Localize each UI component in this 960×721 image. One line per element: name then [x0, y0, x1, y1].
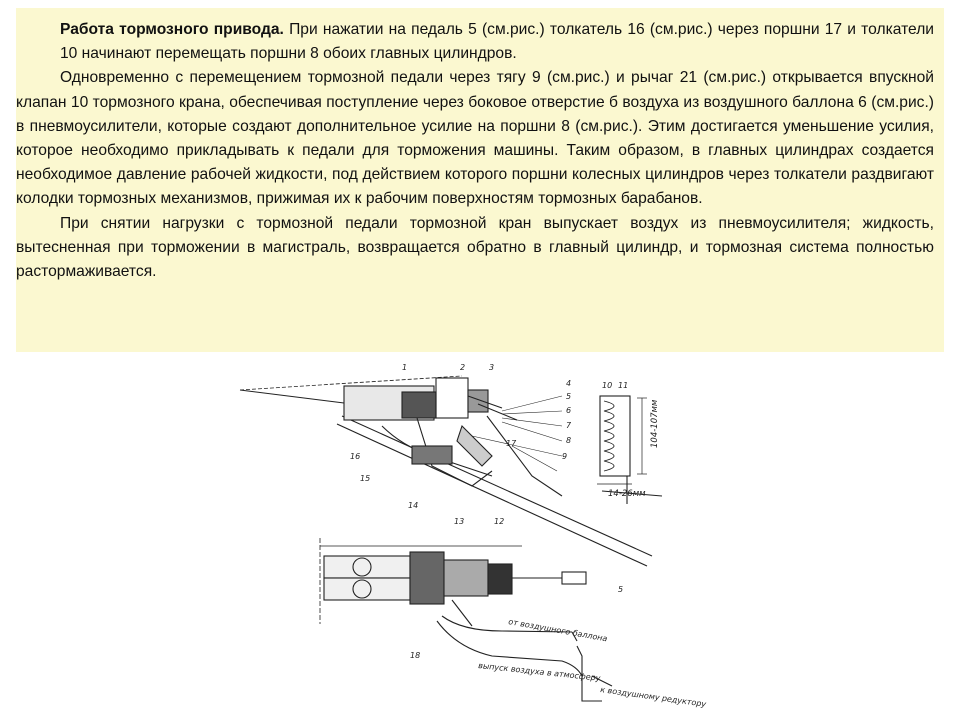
- label-4: 4: [566, 379, 572, 388]
- label-1: 1: [402, 363, 408, 372]
- label-6: 6: [566, 406, 572, 415]
- text-panel: [16, 8, 944, 352]
- paragraph-2: [16, 66, 934, 211]
- brake-drive-diagram: [232, 356, 707, 716]
- label-bottom-5: 5: [618, 585, 624, 594]
- diagram-svg: [232, 356, 707, 716]
- label-14: 14: [408, 501, 419, 510]
- dimension-vertical: 104-107мм: [650, 399, 660, 448]
- caption-reducer: к воздушному редуктору: [599, 685, 707, 709]
- label-13: 13: [454, 517, 465, 526]
- label-12: 12: [494, 517, 505, 526]
- label-9: 9: [562, 452, 568, 461]
- caption-atmosphere: выпуск воздуха в атмосферу: [477, 661, 601, 683]
- label-15: 15: [360, 474, 371, 483]
- paragraph-2-text: Одновременно с перемещением тормозной педали через тягу 9 (см.рис.) и рычаг 21 (см.рис.) открывается впускной клапан 10 тормозного крана, обеспечивая поступление через боковое отверстие б воздуха из воздушного баллона 6 (см.рис.) в пневмоусилители, которые создают дополнительное усилие на поршни 8 (см.рис.). Этим достигается уменьшение усилия, которое необходимо прикладывать к педали для торможения машины. Таким образом, в главных цилиндрах создается необходимое давление рабочей жидкости, под действием которого поршни колесных цилиндров через толкатели раздвигают колодки тормозных механизмов, прижимая их к рабочим поверхностям тормозных барабанов.: [16, 69, 934, 208]
- label-18: 18: [410, 651, 421, 660]
- paragraph-3: [16, 212, 934, 285]
- label-3: 3: [489, 363, 495, 372]
- label-10: 10: [602, 381, 613, 390]
- label-8: 8: [566, 436, 572, 445]
- label-7: 7: [566, 421, 572, 430]
- label-16: 16: [350, 452, 361, 461]
- paragraph-1-title: Работа тормозного привода.: [60, 21, 284, 38]
- label-17: 17: [506, 439, 517, 448]
- paragraph-1: [60, 18, 934, 66]
- label-5: 5: [566, 392, 572, 401]
- label-11: 11: [618, 381, 629, 390]
- paragraph-3-text: При снятии нагрузки с тормозной педали тормозной кран выпускает воздух из пневмоусилителя; жидкость, вытесненная при торможении в магистраль, возвращается обратно в главный цилиндр, и тормозная система полностью растормаживается.: [16, 214, 934, 281]
- label-2: 2: [460, 363, 466, 372]
- caption-balloon: от воздушного баллона: [507, 617, 609, 644]
- paragraph-1-text: При нажатии на педаль 5 (см.рис.) толкатель 16 (см.рис.) через поршни 17 и толкатели 10 начинают перемещать поршни 8 обоих главных цилиндров.: [60, 21, 934, 63]
- dimension-horizontal: 14-26мм: [608, 489, 646, 499]
